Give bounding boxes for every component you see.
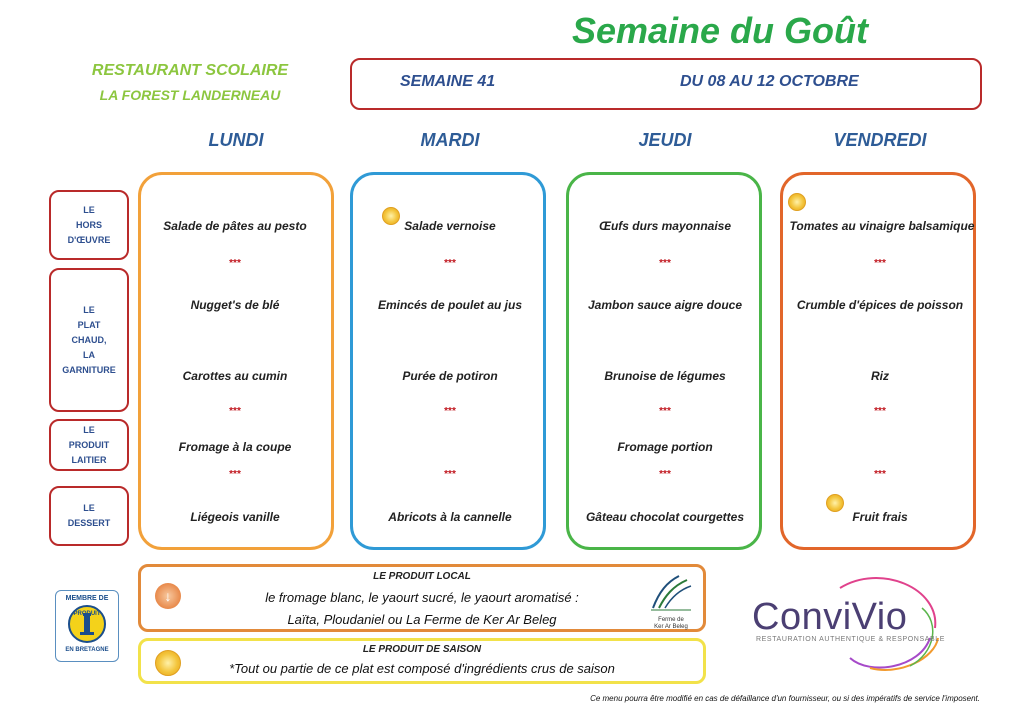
school-name: RESTAURANT SCOLAIRE (91, 62, 289, 79)
menu-item: Salade de pâtes au pesto (163, 219, 307, 233)
menu-item: Emincés de poulet au jus (377, 298, 523, 312)
separator: *** (229, 469, 241, 480)
category-main: LE PLAT CHAUD, LA GARNITURE (49, 268, 129, 412)
menu-item: Abricots à la cannelle (388, 510, 512, 524)
menu-item: Tomates au vinaigre balsamique (789, 219, 975, 233)
seasonal-product-note: *Tout ou partie de ce plat est composé d'ingrédients crus de saison (229, 661, 615, 676)
category-starter: LE HORS D'ŒUVRE (49, 190, 129, 260)
menu-item: Carottes au cumin (182, 369, 288, 383)
school-location: LA FOREST LANDERNEAU (99, 87, 281, 103)
day-header-lundi: LUNDI (208, 130, 264, 150)
local-product-box (138, 564, 706, 632)
separator: *** (874, 406, 886, 417)
menu-item: Fruit frais (852, 510, 908, 524)
separator: *** (444, 258, 456, 269)
seasonal-product-title: LE PRODUIT DE SAISON (362, 644, 482, 655)
separator: *** (659, 469, 671, 480)
menu-item: Riz (871, 369, 889, 383)
seasonal-product-box (138, 638, 706, 684)
day-header-jeudi: JEUDI (638, 130, 692, 150)
produit-en-bretagne-badge: MEMBRE DE PRODUIT EN BRETAGNE (55, 590, 119, 662)
day-header-vendredi: VENDREDI (833, 130, 927, 150)
page-title: Semaine du Goût (571, 10, 869, 51)
menu-item: Œufs durs mayonnaise (598, 219, 732, 233)
separator: *** (874, 258, 886, 269)
category-dairy: LE PRODUIT LAITIER (49, 419, 129, 471)
week-dates: DU 08 AU 12 OCTOBRE (680, 73, 859, 90)
menu-item: Fromage à la coupe (178, 440, 292, 454)
week-banner (350, 58, 982, 110)
separator: *** (229, 258, 241, 269)
convivio-logo: ConviVio (752, 596, 908, 638)
farm-logo: Ferme de Ker Ar Beleg (649, 572, 693, 628)
local-product-line2: Laïta, Ploudaniel ou La Ferme de Ker Ar Beleg (287, 612, 557, 627)
menu-item: Crumble d'épices de poisson (796, 298, 964, 312)
separator: *** (229, 406, 241, 417)
menu-item: Purée de potiron (402, 369, 498, 383)
menu-item: Gâteau chocolat courgettes (585, 510, 745, 524)
menu-item: Jambon sauce aigre douce (587, 298, 743, 312)
category-dessert: LE DESSERT (49, 486, 129, 546)
local-product-title: LE PRODUIT LOCAL (373, 571, 471, 582)
separator: *** (444, 469, 456, 480)
convivio-tagline: RESTAURATION AUTHENTIQUE & RESPONSABLE (756, 636, 946, 643)
menu-item: Nugget's de blé (190, 298, 280, 312)
menu-item: Salade vernoise (404, 219, 496, 233)
separator: *** (659, 258, 671, 269)
sun-seasonal-icon (788, 193, 806, 211)
local-product-icon: ↓ (155, 583, 181, 609)
menu-item: Liégeois vanille (190, 510, 280, 524)
day-header-mardi: MARDI (420, 130, 480, 150)
week-number: SEMAINE 41 (400, 73, 496, 90)
menu-item: Brunoise de légumes (604, 369, 726, 383)
separator: *** (444, 406, 456, 417)
separator: *** (659, 406, 671, 417)
local-product-line1: le fromage blanc, le yaourt sucré, le yaourt aromatisé : (265, 590, 579, 605)
disclaimer: Ce menu pourra être modifié en cas de défaillance d'un fournisseur, ou si des impératifs de service l'imposent. (590, 694, 980, 703)
separator: *** (874, 469, 886, 480)
menu-item: Fromage portion (617, 440, 713, 454)
